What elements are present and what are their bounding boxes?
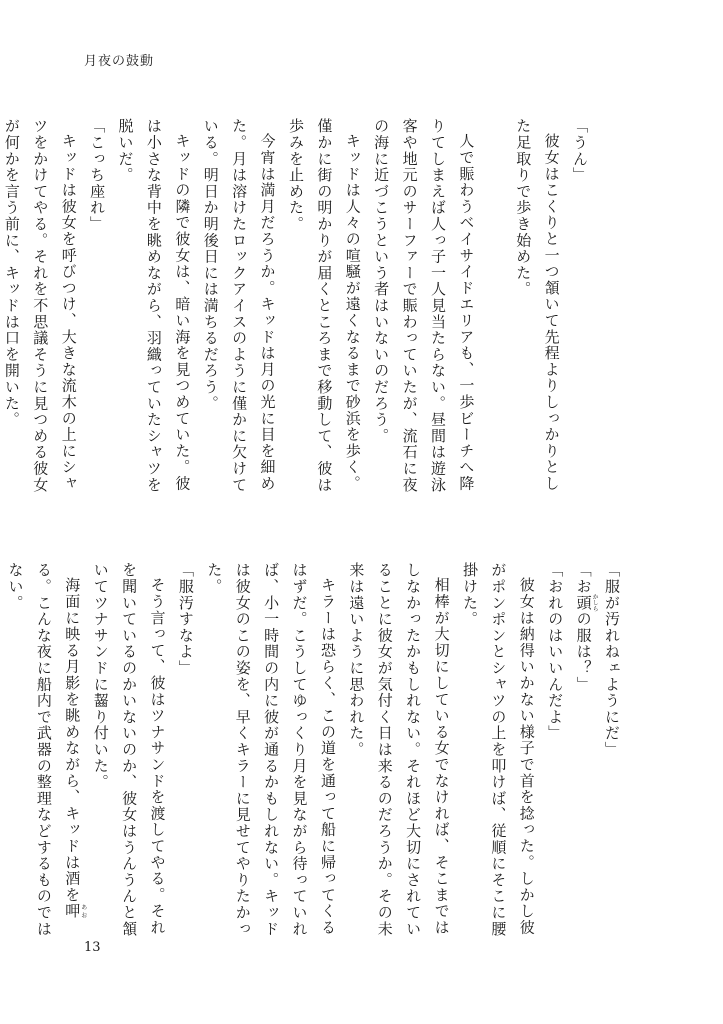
text-block-lower [6,562,626,937]
ruby-annotation [574,593,599,612]
ruby-base: 呷 [63,903,82,920]
paragraph: そう言って、彼はツナサンドを渡してやる。それを聞いているのかいないのか、彼女はうんうんと頷いてツナサンドに齧り付いた。 [91,562,167,937]
ruby-base: 頭 [574,593,593,612]
paragraph: 彼女は納得いかない様子で首を捻った。しかし彼がポンポンとシャツの上を叩けば、従順にそこに腰掛けた。 [460,562,536,937]
running-title: 月夜の鼓動 [84,54,155,69]
dialogue-line: 「おれのはいいんだよ」 [546,562,565,742]
dialogue-line: 「服が汚れねェようにだ」 [603,562,621,758]
text-block-upper [2,118,594,503]
page-number: 13 [84,940,101,955]
ruby-reading: あお [79,903,87,920]
paragraph: キッドは彼女を呼びつけ、大きな流木の上にシャツをかけてやる。それを不思議そうに見つめる彼女が何かを言う前に、キッドは口を開いた。 [2,118,78,493]
dialogue-line: 「こっち座れ」 [88,118,107,233]
paragraph: 人で賑わうベイサイドエリアも、一歩ビーチへ降りてしまえば人っ子一人見当たらない。昼間は遊泳客や地元のサーファーで賑わっていたが、流石に夜の海に近づこうという者はいないのだろう。 [372,118,476,493]
dialogue-line: 「うん」 [571,118,589,184]
paragraph: キッドは人々の喧騒が遠くなるまで砂浜を歩く。僅かに街の明かりが届くところまで移動して、彼は歩みを止めた。 [286,118,362,493]
dialogue-line [569,562,597,937]
paragraph: キッドの隣で彼女は、暗い海を見つめていた。彼は小さな背中を眺めながら、羽織っていたシャツを脱いだ。 [116,118,192,493]
paragraph: 彼女はこくりと一つ頷いて先程よりしっかりとした足取りで歩き始めた。 [514,118,561,492]
paragraph-text: の服は？」 [574,610,593,693]
paragraph-text: 「お [574,562,593,595]
paragraph-break [480,118,508,503]
paragraph-text: 海面に映る月影を眺めながら、キッドは酒を [63,577,82,903]
ruby-reading: かしら [591,593,599,612]
paragraph: 今宵は満月だろうか。キッドは月の光に目を細めた。月は溶けたロックアイスのように僅かに欠けている。明日か明後日には満ちるだろう。 [201,118,277,493]
paragraph [1,562,86,937]
paragraph-text: る。こんな夜に船内で武器の整理などするものではない。 [6,562,53,937]
ruby-annotation [63,903,87,920]
paragraph: 相棒が大切にしている女でなければ、そこまではしなかったかもしれない。それほど大切にされていることに彼女が気付く日は来るのだろうか。その未来は遠いように思われた。 [347,562,451,937]
paragraph: キラーは恐らく、この道を通って船に帰ってくるはずだ。こうしてゆっくり月を見ながら待っていれば、小一時間の内に彼が通るかもしれない。キッドは彼女のこの姿を、早くキラーに見せてやりたかった。 [205,562,337,937]
dialogue-line: 「服汚すなよ」 [176,562,195,677]
